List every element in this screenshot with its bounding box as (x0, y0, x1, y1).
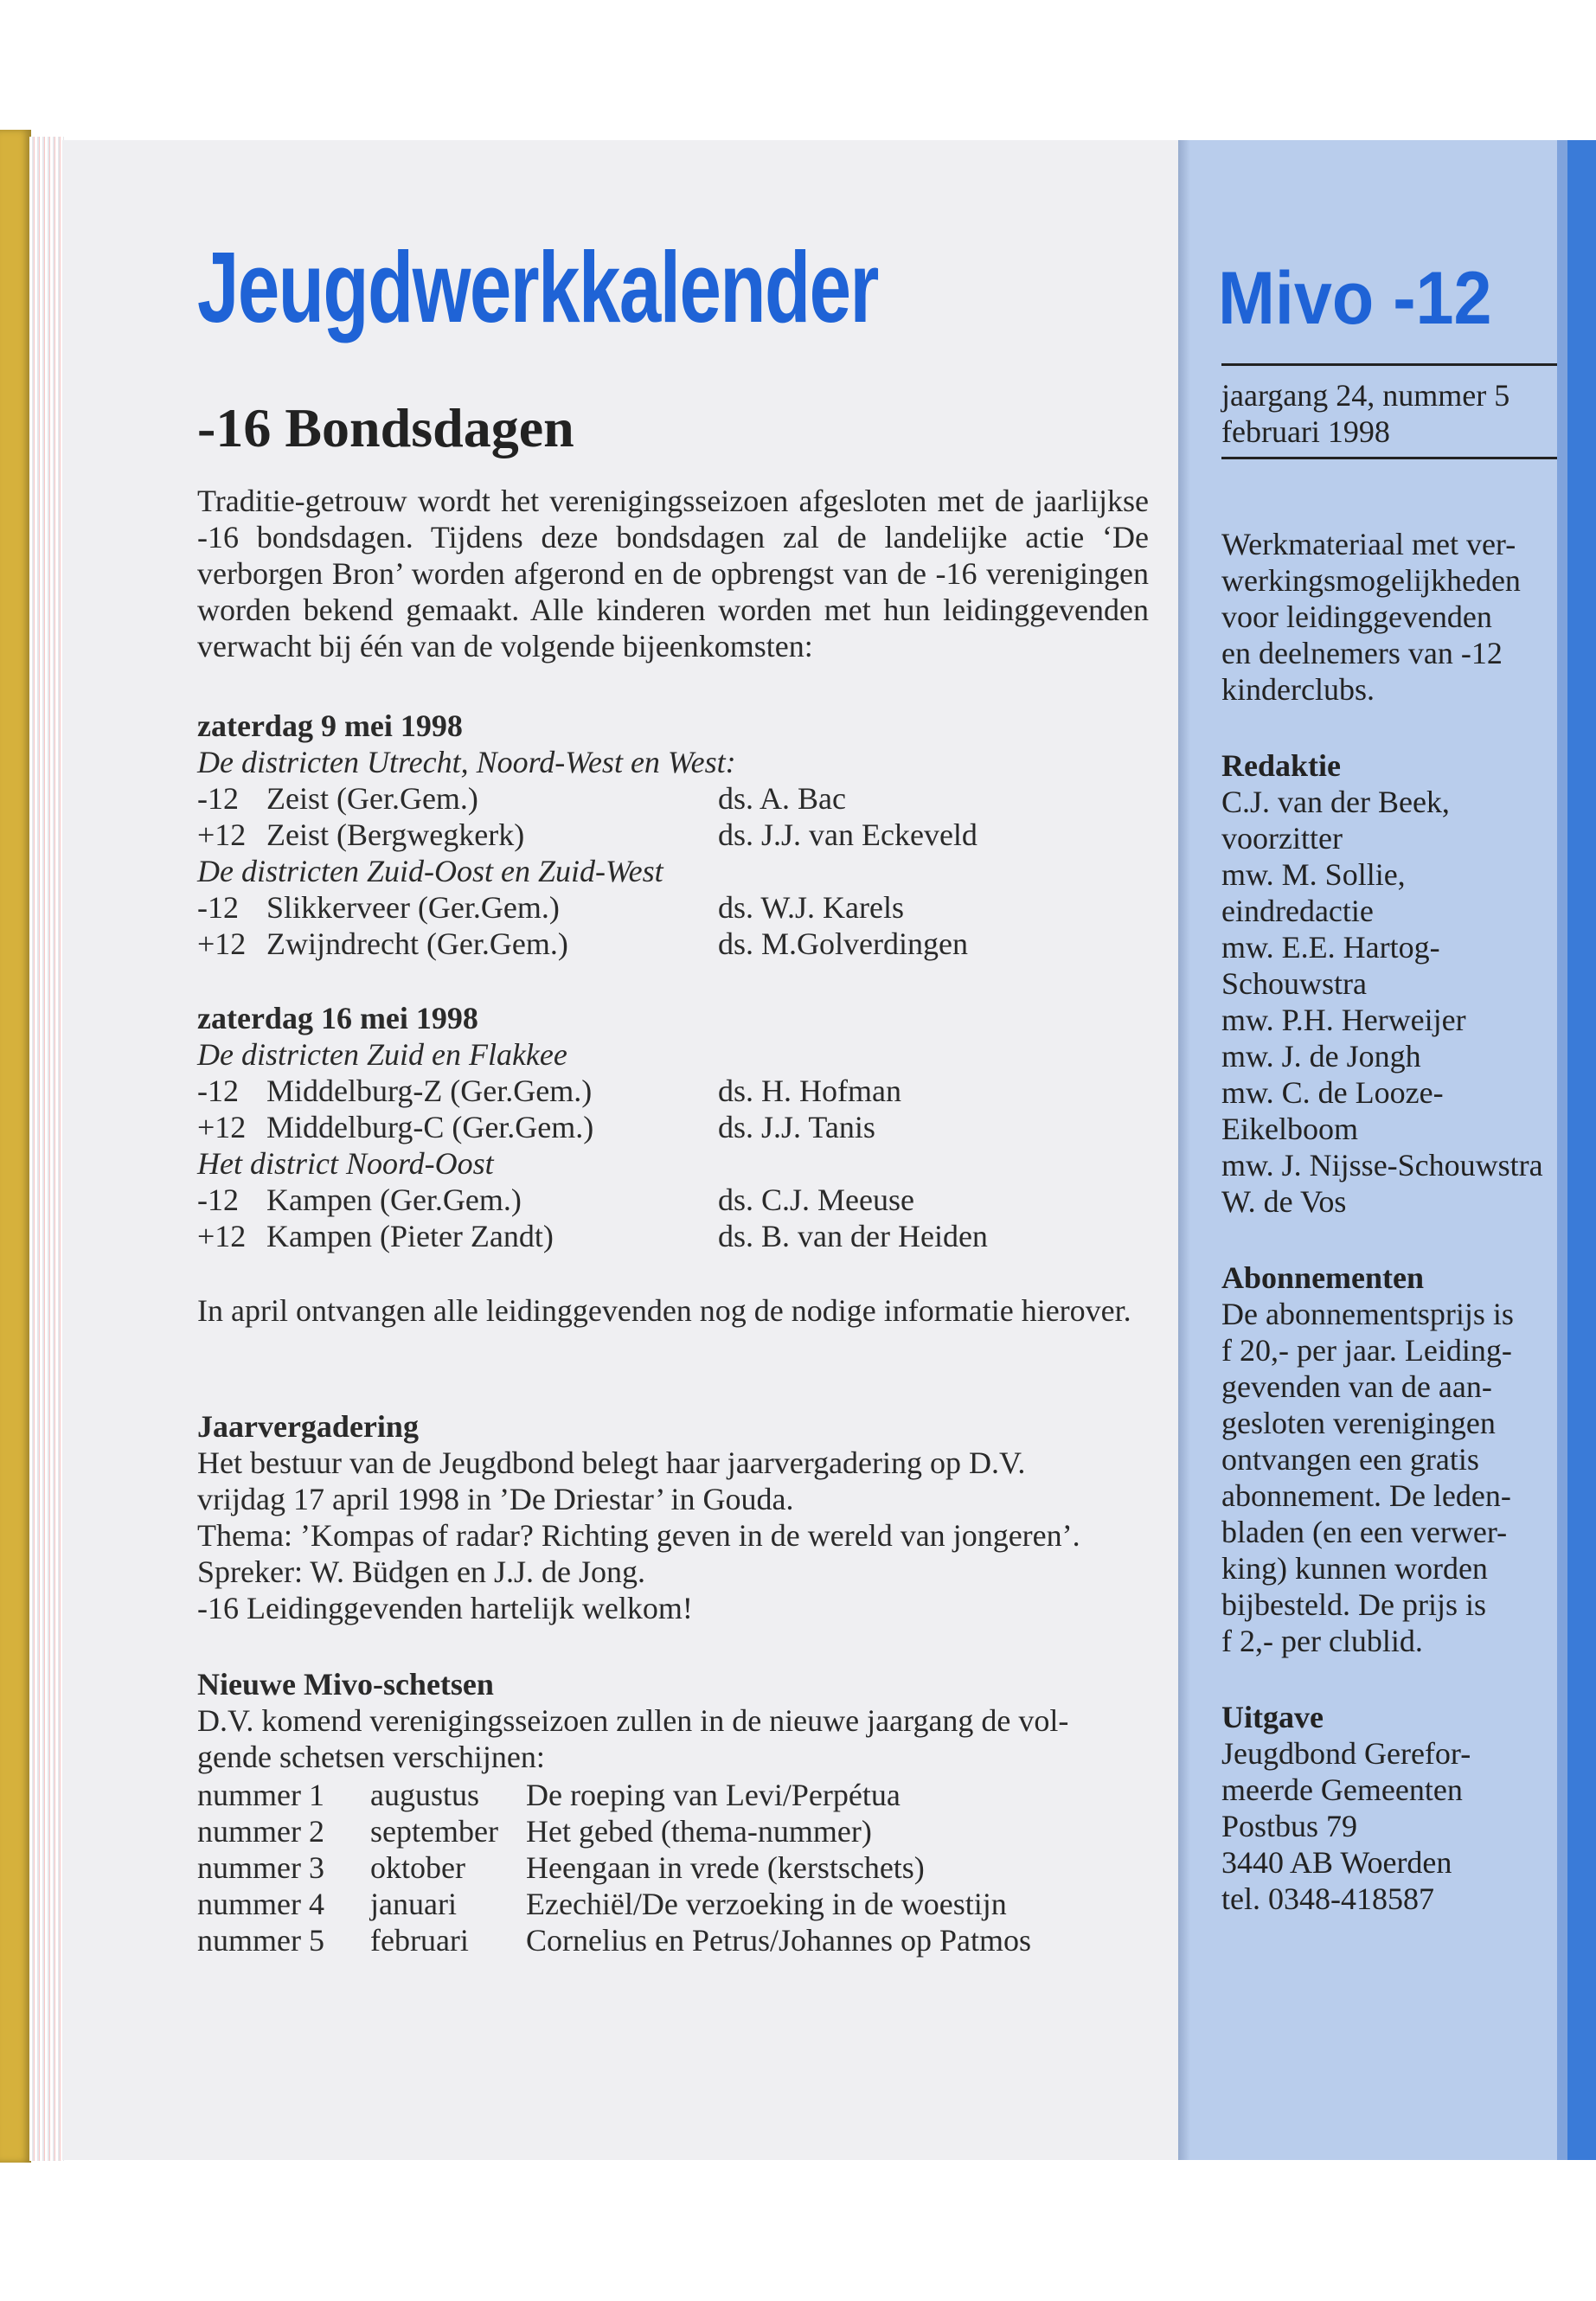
schedule-age: -12 (197, 1074, 239, 1108)
schedule-speaker: ds. H. Hofman (718, 1074, 901, 1108)
redaktie-line: eindredactie (1221, 894, 1374, 928)
schedule-age: -12 (197, 890, 239, 925)
abonnementen-line: bladen (en een verwer- (1221, 1515, 1508, 1549)
description-line: voor leidinggevenden (1221, 599, 1492, 634)
redaktie-line: Schouwstra (1221, 966, 1367, 1001)
article-intro (197, 483, 1149, 664)
schets-titel: Heengaan in vrede (kerstschets) (526, 1850, 925, 1885)
description-line: kinderclubs. (1221, 672, 1375, 707)
redaktie-line: mw. E.E. Hartog- (1221, 930, 1440, 965)
issue-line: februari 1998 (1221, 414, 1390, 449)
description-line: en deelnemers van -12 (1221, 636, 1503, 670)
uitgave-line: Postbus 79 (1221, 1809, 1358, 1843)
schedule-age: -12 (197, 781, 239, 816)
abonnementen-line: bijbesteld. De prijs is (1221, 1587, 1486, 1622)
intro-paragraph: Traditie-getrouw wordt het verenigingsseizoen afgesloten met de jaarlijkse -16 bondsdagen. Tijdens deze bondsdagen zal de landelijke actie ‘De verborgen Bron’ worden afgerond en de opbrengst van de -16 verenigingen worden bekend gemaakt. Alle kinderen worden met hun leidinggevenden verwacht bij één van de volgende bijeenkomsten: (197, 484, 1149, 663)
issue-line: jaargang 24, nummer 5 (1221, 378, 1510, 413)
schedule-speaker: ds. C.J. Meeuse (718, 1183, 914, 1217)
schedule-speaker: ds. J.J. van Eckeveld (718, 817, 977, 852)
abonnementen-line: f 2,- per clublid. (1221, 1624, 1423, 1658)
day1-date: zaterdag 9 mei 1998 (197, 708, 463, 743)
description-line: werkingsmogelijkheden (1221, 563, 1521, 598)
description-line: Werkmateriaal met ver- (1221, 527, 1516, 561)
jaarvergadering-line: -16 Leidinggevenden hartelijk welkom! (197, 1591, 693, 1625)
schets-titel: Cornelius en Petrus/Johannes op Patmos (526, 1923, 1031, 1958)
table-row (197, 1849, 1031, 1886)
schedule-age: -12 (197, 1183, 239, 1217)
sidebar-bottom-rule (1221, 457, 1557, 459)
uitgave-line: 3440 AB Woerden (1221, 1845, 1452, 1880)
schedule-speaker: ds. W.J. Karels (718, 890, 904, 925)
redaktie-line: voorzitter (1221, 821, 1343, 856)
redaktie-heading: Redaktie (1221, 748, 1341, 783)
abonnementen-line: ontvangen een gratis (1221, 1442, 1479, 1477)
schedule-place: Kampen (Ger.Gem.) (266, 1183, 522, 1217)
uitgave-heading: Uitgave (1221, 1700, 1324, 1734)
redaktie-line: mw. C. de Looze- (1221, 1075, 1444, 1110)
sidebar-top-rule (1221, 363, 1557, 366)
schedule-place: Middelburg-Z (Ger.Gem.) (266, 1074, 593, 1108)
schedule-speaker: ds. B. van der Heiden (718, 1219, 988, 1253)
schedule-age: +12 (197, 817, 247, 852)
schedule-speaker: ds. J.J. Tanis (718, 1110, 875, 1144)
abonnementen-line: abonnement. De leden- (1221, 1478, 1511, 1513)
uitgave-line: tel. 0348-418587 (1221, 1881, 1434, 1916)
schets-maand: augustus (370, 1778, 479, 1812)
schets-nummer: nummer 5 (197, 1923, 324, 1958)
page-title: Jeugdwerkkalender (197, 231, 878, 343)
jaarvergadering-heading: Jaarvergadering (197, 1409, 419, 1444)
schedule-place: Slikkerveer (Ger.Gem.) (266, 890, 560, 925)
schets-titel: De roeping van Levi/Perpétua (526, 1778, 901, 1812)
jaarvergadering-line: Het bestuur van de Jeugdbond belegt haar jaarvergadering op D.V. (197, 1445, 1026, 1480)
schetsen-line: D.V. komend verenigingsseizoen zullen in de nieuwe jaargang de vol- (197, 1703, 1069, 1738)
redaktie-line: mw. J. de Jongh (1221, 1039, 1421, 1074)
schedule-place: Zwijndrecht (Ger.Gem.) (266, 926, 568, 961)
schets-titel: Het gebed (thema-nummer) (526, 1814, 872, 1849)
page-edges (29, 137, 64, 2161)
schedule-place: Zeist (Ger.Gem.) (266, 781, 478, 816)
redaktie-line: W. de Vos (1221, 1184, 1347, 1219)
schets-maand: oktober (370, 1850, 465, 1885)
schetsen-heading: Nieuwe Mivo-schetsen (197, 1667, 494, 1702)
day1-district1: De districten Utrecht, Noord-West en West: (197, 745, 736, 779)
abonnementen-heading: Abonnementen (1221, 1260, 1425, 1295)
redaktie-line: mw. J. Nijsse-Schouwstra (1221, 1148, 1543, 1183)
day2-district1: De districten Zuid en Flakkee (197, 1037, 567, 1072)
next-page-blue-bar (1567, 140, 1596, 2160)
book-spine (0, 130, 31, 2163)
schets-maand: september (370, 1814, 498, 1849)
abonnementen-line: king) kunnen worden (1221, 1551, 1488, 1586)
schedule-place: Kampen (Pieter Zandt) (266, 1219, 554, 1253)
redaktie-line: mw. M. Sollie, (1221, 857, 1406, 892)
article-heading: -16 Bondsdagen (197, 397, 574, 458)
schedule-place: Zeist (Bergwegkerk) (266, 817, 525, 852)
uitgave-line: Jeugdbond Gerefor- (1221, 1736, 1471, 1771)
schedule-age: +12 (197, 1219, 247, 1253)
schetsen-line: gende schetsen verschijnen: (197, 1740, 545, 1774)
abonnementen-line: gesloten verenigingen (1221, 1406, 1496, 1440)
schets-nummer: nummer 3 (197, 1850, 324, 1885)
redaktie-line: C.J. van der Beek, (1221, 785, 1450, 819)
table-row (197, 1813, 1031, 1849)
schedule-age: +12 (197, 1110, 247, 1144)
schets-nummer: nummer 2 (197, 1814, 324, 1849)
redaktie-line: Eikelboom (1221, 1112, 1358, 1146)
schedule-place: Middelburg-C (Ger.Gem.) (266, 1110, 594, 1144)
table-row (197, 1777, 1031, 1813)
jaarvergadering-line: Spreker: W. Büdgen en J.J. de Jong. (197, 1554, 645, 1589)
day2-date: zaterdag 16 mei 1998 (197, 1001, 478, 1035)
abonnementen-line: De abonnementsprijs is (1221, 1297, 1514, 1331)
day1-district2: De districten Zuid-Oost en Zuid-West (197, 854, 663, 888)
schets-maand: februari (370, 1923, 469, 1958)
schedule-speaker: ds. M.Golverdingen (718, 926, 968, 961)
table-row (197, 1886, 1031, 1922)
schedule-age: +12 (197, 926, 247, 961)
table-row (197, 1922, 1031, 1958)
schetsen-table (197, 1777, 1031, 1958)
schets-nummer: nummer 1 (197, 1778, 324, 1812)
mivo-title: Mivo -12 (1218, 257, 1492, 340)
schedule-speaker: ds. A. Bac (718, 781, 846, 816)
sidebar-fold-shadow (1178, 140, 1190, 2160)
schets-nummer: nummer 4 (197, 1887, 324, 1921)
abonnementen-line: gevenden van de aan- (1221, 1369, 1492, 1404)
schets-maand: januari (370, 1887, 457, 1921)
jaarvergadering-line: Thema: ’Kompas of radar? Richting geven in de wereld van jongeren’. (197, 1518, 1080, 1553)
jaarvergadering-line: vrijdag 17 april 1998 in ’De Driestar’ in Gouda. (197, 1482, 794, 1516)
uitgave-line: meerde Gemeenten (1221, 1772, 1463, 1807)
redaktie-line: mw. P.H. Herweijer (1221, 1003, 1466, 1037)
day2-district2: Het district Noord-Oost (197, 1146, 494, 1181)
closing-paragraph: In april ontvangen alle leidinggevenden nog de nodige informatie hierover. (197, 1293, 1131, 1328)
schets-titel: Ezechiël/De verzoeking in de woestijn (526, 1887, 1007, 1921)
abonnementen-line: f 20,- per jaar. Leiding- (1221, 1333, 1512, 1368)
